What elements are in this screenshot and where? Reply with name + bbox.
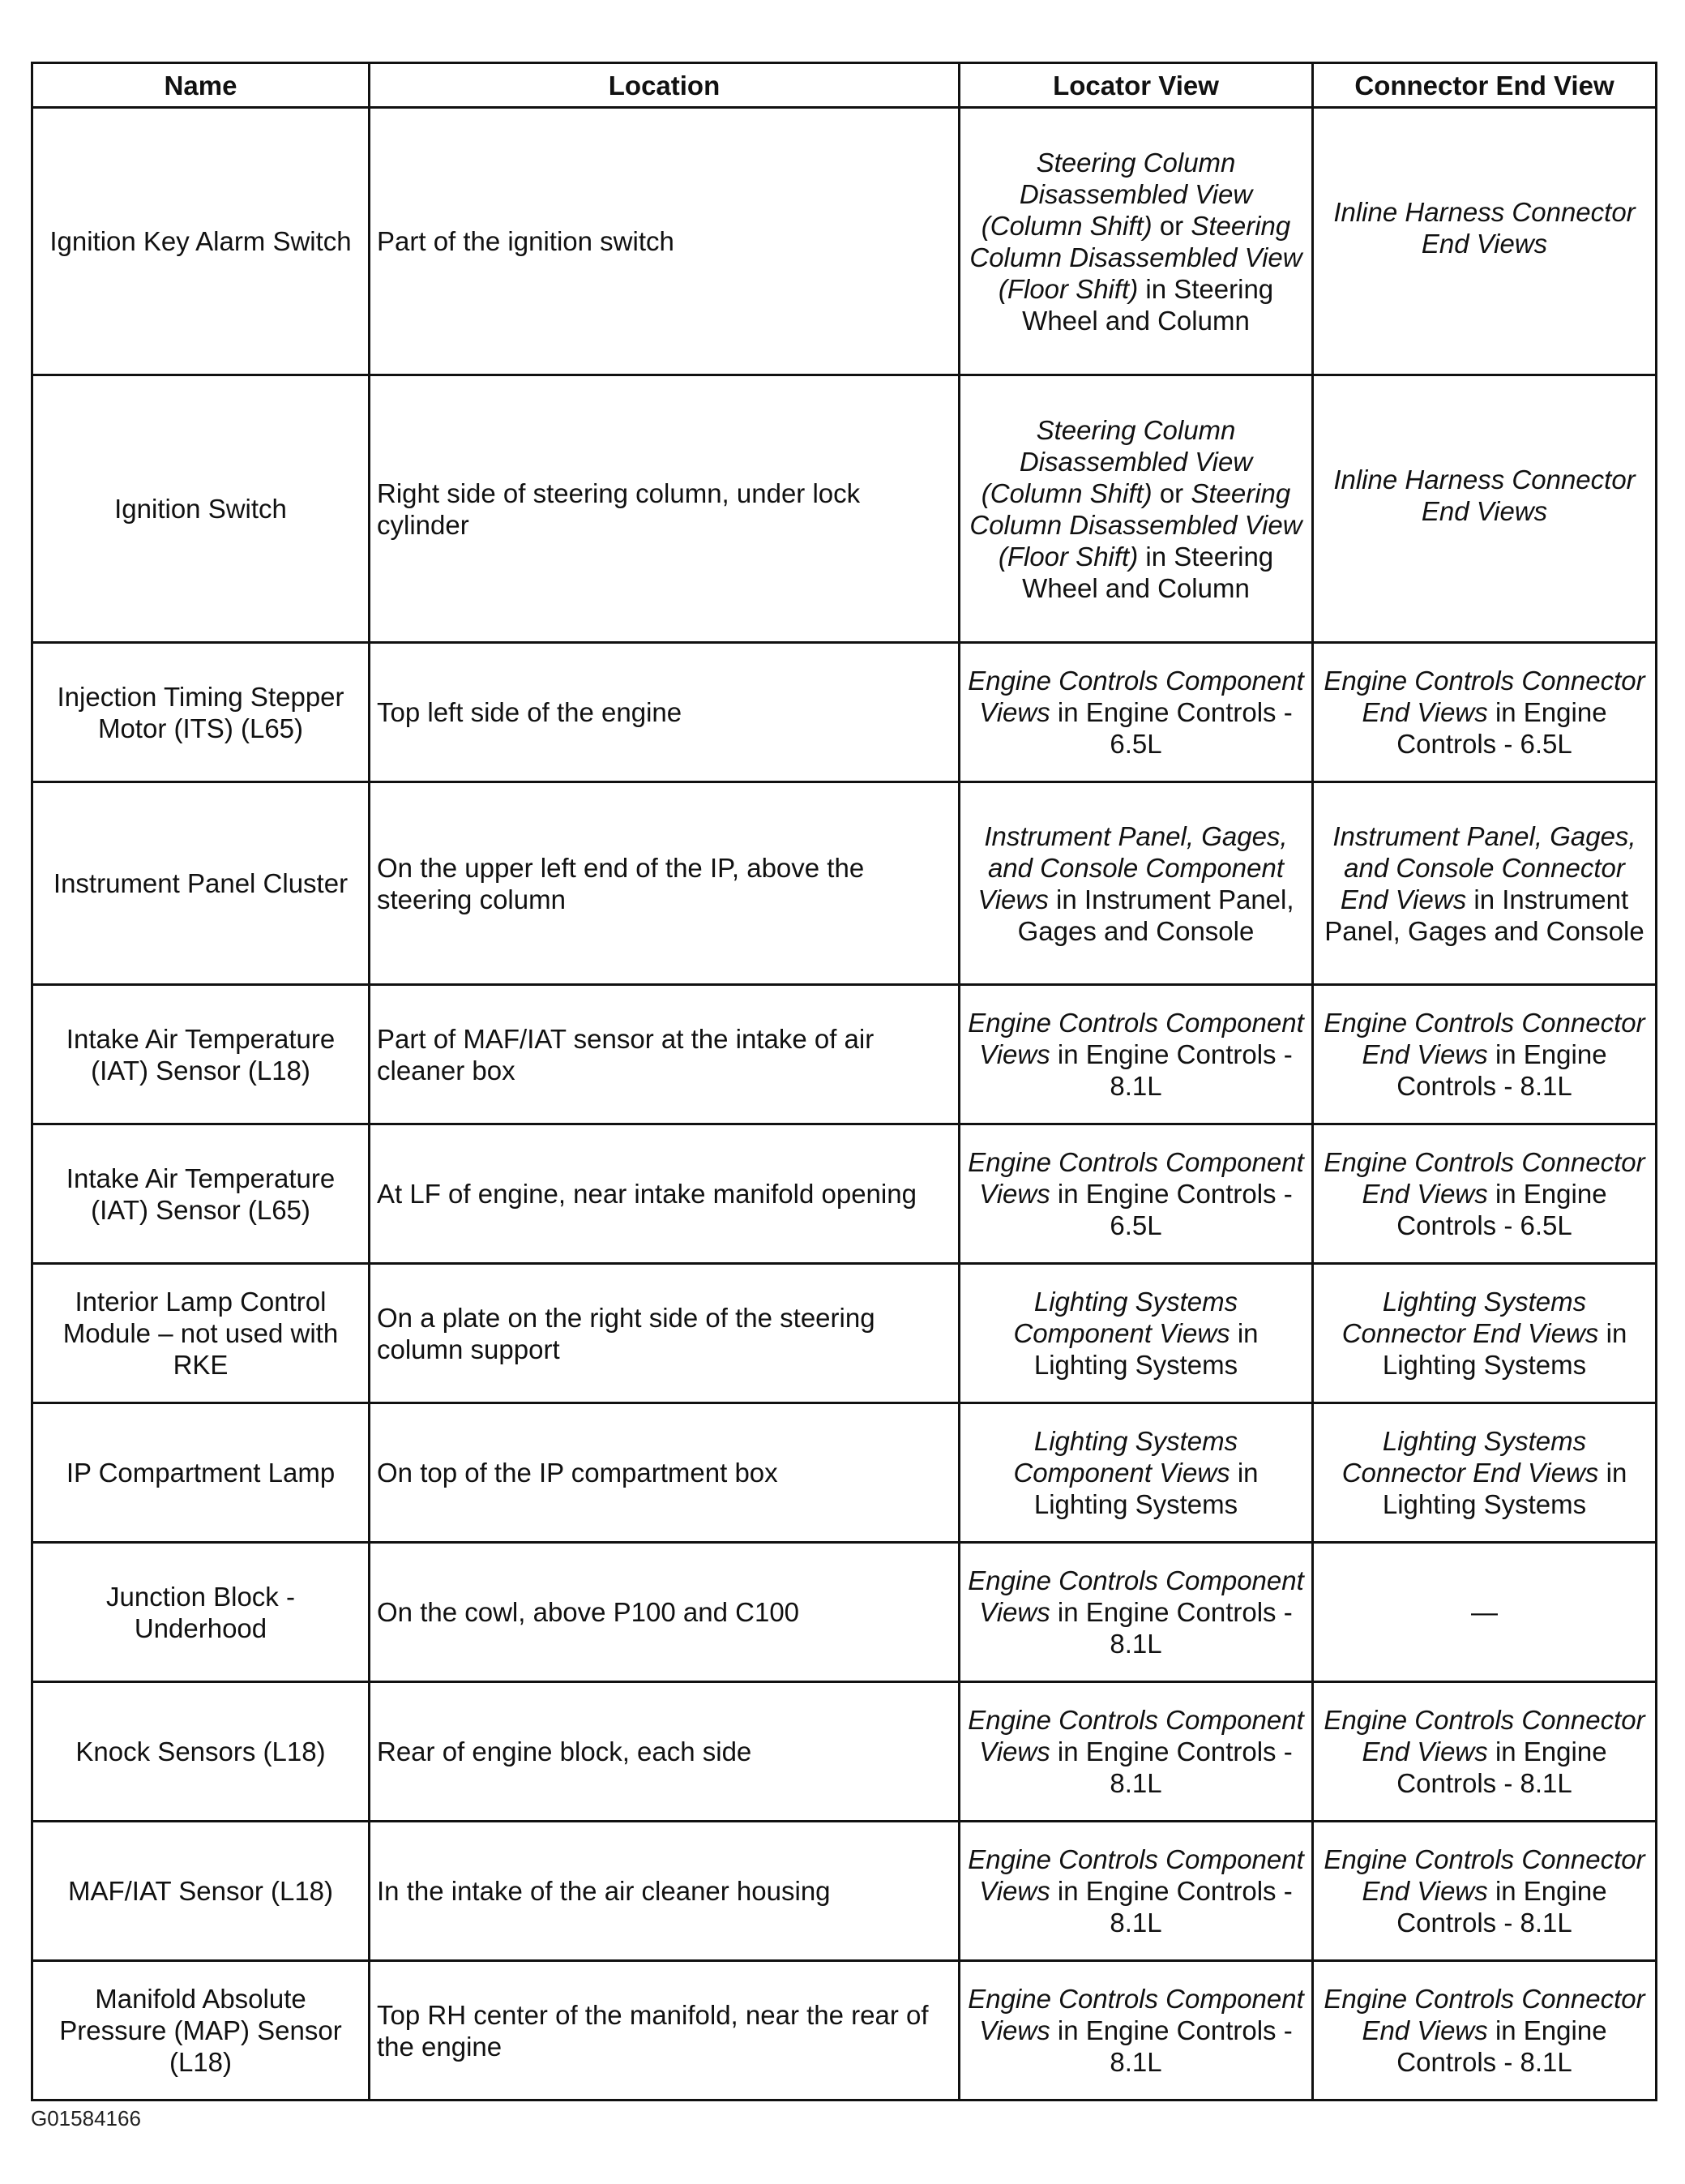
connector-view-section: in Engine Controls - 8.1L: [1396, 1876, 1607, 1938]
locator-view-or: or: [1159, 477, 1184, 508]
cell-location: Top RH center of the manifold, near the rear of the engine: [370, 1961, 960, 2100]
locator-view-section: in Engine Controls - 8.1L: [1057, 1736, 1293, 1798]
header-connector-end-view: Connector End View: [1313, 63, 1657, 108]
locator-view-section: in Engine Controls - 6.5L: [1057, 1179, 1293, 1240]
locator-view-link: Engine Controls Component Views: [968, 1565, 1304, 1627]
cell-name: Intake Air Temperature (IAT) Sensor (L65): [32, 1124, 370, 1264]
cell-name: Knock Sensors (L18): [32, 1682, 370, 1822]
cell-name: Manifold Absolute Pressure (MAP) Sensor (L18): [32, 1961, 370, 2100]
locator-view-link: Steering Column Disassembled View (Column Shift): [981, 147, 1253, 241]
cell-location: At LF of engine, near intake manifold opening: [370, 1124, 960, 1264]
table-row: [32, 1543, 1657, 1682]
connector-view-section: in Engine Controls - 6.5L: [1396, 1179, 1607, 1240]
connector-view-section: in Engine Controls - 6.5L: [1396, 697, 1607, 759]
cell-connector-end-view: [1313, 1961, 1657, 2100]
table-row: [32, 1822, 1657, 1961]
cell-connector-end-view: [1313, 1543, 1657, 1682]
header-name: Name: [32, 63, 370, 108]
locator-view-link-alt: Steering Column Disassembled View (Floor Shift): [969, 210, 1302, 304]
cell-location: On a plate on the right side of the steering column support: [370, 1264, 960, 1403]
cell-name: Ignition Switch: [32, 375, 370, 643]
connector-view-link: Engine Controls Connector End Views: [1324, 666, 1645, 727]
connector-view-section: in Engine Controls - 8.1L: [1396, 1736, 1607, 1798]
cell-connector-end-view: [1313, 782, 1657, 985]
locator-view-link: Engine Controls Component Views: [968, 1844, 1304, 1906]
header-location: Location: [370, 63, 960, 108]
cell-name: Intake Air Temperature (IAT) Sensor (L18): [32, 985, 370, 1124]
cell-connector-end-view: [1313, 1822, 1657, 1961]
table-row: [32, 375, 1657, 643]
connector-view-link: Engine Controls Connector End Views: [1324, 1844, 1645, 1906]
connector-view-link: Engine Controls Connector End Views: [1324, 1008, 1645, 1069]
locator-view-section: in Engine Controls - 8.1L: [1057, 1876, 1293, 1938]
cell-name: Interior Lamp Control Module – not used with RKE: [32, 1264, 370, 1403]
table-row: [32, 643, 1657, 782]
cell-name: Junction Block - Underhood: [32, 1543, 370, 1682]
cell-locator-view: [960, 1403, 1313, 1543]
cell-locator-view: [960, 1822, 1313, 1961]
locator-view-section: in Steering Wheel and Column: [1022, 273, 1274, 336]
cell-name: Injection Timing Stepper Motor (ITS) (L65): [32, 643, 370, 782]
cell-name: MAF/IAT Sensor (L18): [32, 1822, 370, 1961]
cell-name: Instrument Panel Cluster: [32, 782, 370, 985]
locator-view-section: in Engine Controls - 8.1L: [1057, 2015, 1293, 2077]
connector-view-section: in Lighting Systems: [1382, 1318, 1627, 1380]
cell-locator-view: [960, 1264, 1313, 1403]
locator-view-section: in Lighting Systems: [1033, 1318, 1259, 1380]
cell-connector-end-view: [1313, 1403, 1657, 1543]
cell-locator-view: [960, 1543, 1313, 1682]
locator-view-section: in Engine Controls - 8.1L: [1057, 1597, 1293, 1659]
table-row: [32, 985, 1657, 1124]
table-row: [32, 1264, 1657, 1403]
connector-view-section: in Engine Controls - 8.1L: [1396, 2015, 1607, 2077]
locator-view-section: in Steering Wheel and Column: [1022, 541, 1274, 603]
cell-connector-end-view: [1313, 1264, 1657, 1403]
locator-view-link: Engine Controls Component Views: [968, 666, 1304, 727]
connector-view-section: —: [1471, 1597, 1498, 1627]
locator-view-link: Engine Controls Component Views: [968, 1147, 1304, 1209]
cell-locator-view: [960, 782, 1313, 985]
cell-locator-view: [960, 375, 1313, 643]
table-row: [32, 1124, 1657, 1264]
cell-connector-end-view: [1313, 643, 1657, 782]
locator-view-section: in Lighting Systems: [1033, 1458, 1259, 1519]
cell-location: In the intake of the air cleaner housing: [370, 1822, 960, 1961]
table-row: [32, 1403, 1657, 1543]
cell-location: Part of MAF/IAT sensor at the intake of air cleaner box: [370, 985, 960, 1124]
locator-view-section: in Engine Controls - 6.5L: [1057, 697, 1293, 759]
locator-view-link: Engine Controls Component Views: [968, 1705, 1304, 1766]
cell-name: Ignition Key Alarm Switch: [32, 108, 370, 375]
cell-connector-end-view: [1313, 1124, 1657, 1264]
cell-location: Rear of engine block, each side: [370, 1682, 960, 1822]
locator-view-link: Steering Column Disassembled View (Column Shift): [981, 414, 1253, 508]
locator-view-link-alt: Steering Column Disassembled View (Floor Shift): [969, 477, 1302, 572]
cell-locator-view: [960, 985, 1313, 1124]
connector-view-link: Lighting Systems Connector End Views: [1341, 1426, 1599, 1488]
connector-view-link: Engine Controls Connector End Views: [1324, 1705, 1645, 1766]
connector-view-link: Instrument Panel, Gages, and Console Connector End Views: [1332, 820, 1636, 914]
cell-locator-view: [960, 108, 1313, 375]
locator-view-link: Instrument Panel, Gages, and Console Component Views: [977, 820, 1288, 914]
table-row: [32, 1682, 1657, 1822]
connector-view-section: in Lighting Systems: [1382, 1458, 1627, 1519]
cell-locator-view: [960, 1682, 1313, 1822]
connector-view-section: in Engine Controls - 8.1L: [1396, 1039, 1607, 1101]
table-row: [32, 108, 1657, 375]
connector-view-link: Lighting Systems Connector End Views: [1341, 1287, 1599, 1348]
connector-view-link: Inline Harness Connector End Views: [1333, 197, 1636, 259]
component-locator-table: [31, 62, 1657, 2101]
connector-view-link: Engine Controls Connector End Views: [1324, 1984, 1645, 2045]
locator-view-section: in Engine Controls - 8.1L: [1057, 1039, 1293, 1101]
cell-connector-end-view: [1313, 375, 1657, 643]
cell-locator-view: [960, 643, 1313, 782]
locator-view-link: Engine Controls Component Views: [968, 1984, 1304, 2045]
locator-view-link: Lighting Systems Component Views: [1013, 1426, 1238, 1488]
cell-location: Right side of steering column, under lock cylinder: [370, 375, 960, 643]
table-row: [32, 1961, 1657, 2100]
connector-view-link: Inline Harness Connector End Views: [1333, 465, 1636, 526]
connector-view-section: in Instrument Panel, Gages and Console: [1324, 884, 1644, 946]
connector-view-link: Engine Controls Connector End Views: [1324, 1147, 1645, 1209]
table-header-row: [32, 63, 1657, 108]
locator-view-link: Engine Controls Component Views: [968, 1008, 1304, 1069]
cell-connector-end-view: [1313, 1682, 1657, 1822]
locator-view-section: in Instrument Panel, Gages and Console: [1017, 884, 1294, 946]
cell-name: IP Compartment Lamp: [32, 1403, 370, 1543]
cell-locator-view: [960, 1124, 1313, 1264]
locator-view-link: Lighting Systems Component Views: [1013, 1287, 1238, 1348]
cell-location: On top of the IP compartment box: [370, 1403, 960, 1543]
cell-location: Top left side of the engine: [370, 643, 960, 782]
cell-connector-end-view: [1313, 985, 1657, 1124]
cell-connector-end-view: [1313, 108, 1657, 375]
cell-location: On the upper left end of the IP, above the steering column: [370, 782, 960, 985]
locator-view-or: or: [1159, 210, 1184, 241]
cell-locator-view: [960, 1961, 1313, 2100]
figure-id: G01584166: [31, 2106, 141, 2130]
cell-location: On the cowl, above P100 and C100: [370, 1543, 960, 1682]
cell-location: Part of the ignition switch: [370, 108, 960, 375]
table-row: [32, 782, 1657, 985]
header-locator-view: Locator View: [960, 63, 1313, 108]
